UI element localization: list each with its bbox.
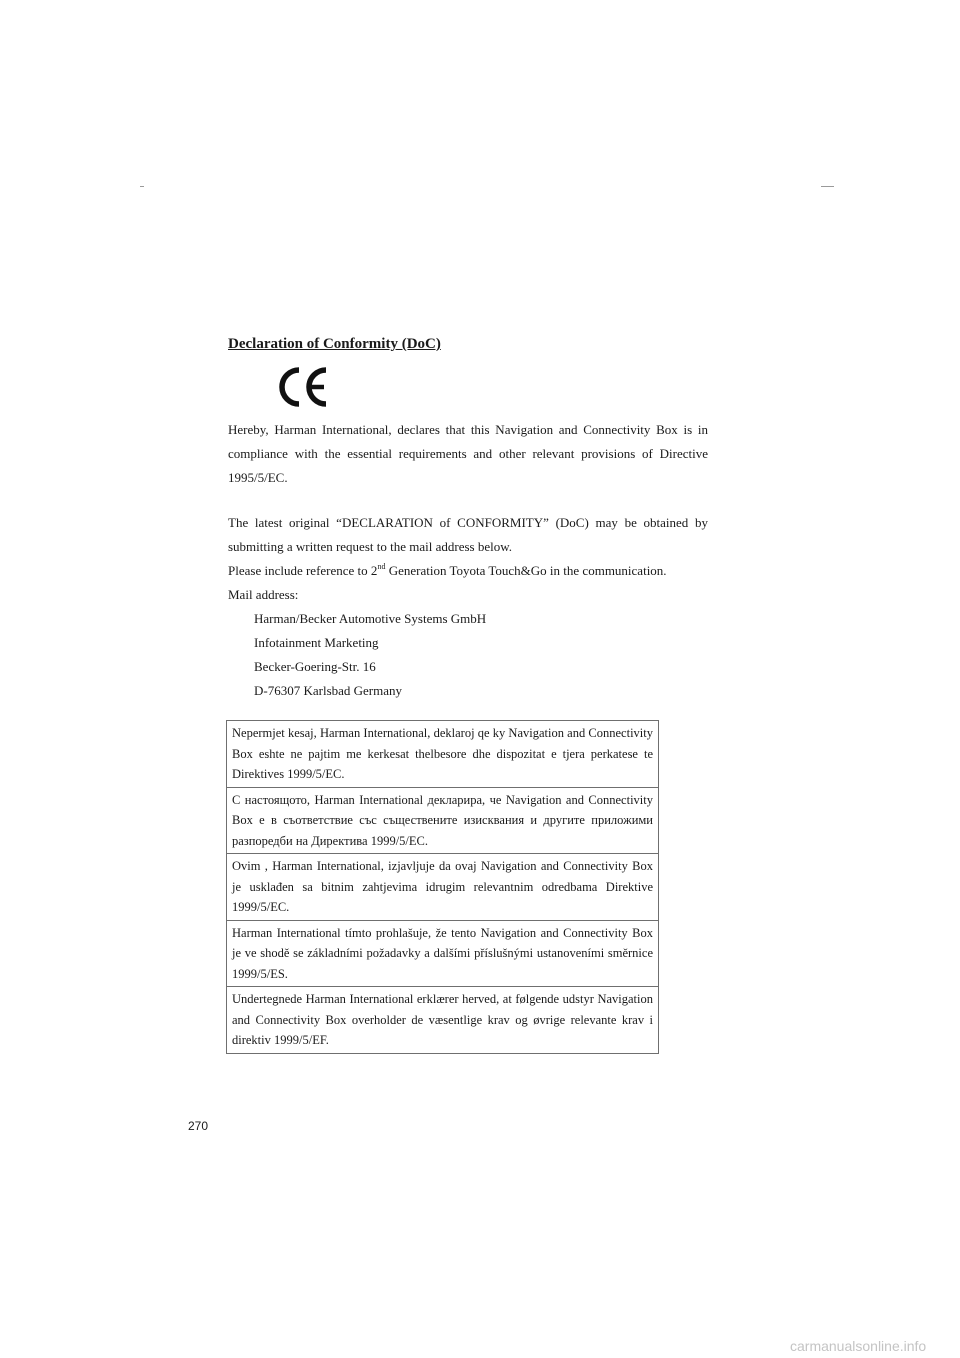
- declaration-paragraph: Hereby, Harman International, declares that this Navigation and Connectivity Box is in compliance with the essential requirements and other relevant provisions of Directive 1995/5/EC.: [228, 422, 708, 485]
- translation-czech: Harman International tímto prohlašuje, že tento Navigation and Connectivity Box je ve shodě se základními požadavky a dalšími příslušnými ustanoveními směrnice 1999/5/ES.: [227, 920, 659, 987]
- table-row: [227, 721, 659, 788]
- translation-croatian: Ovim , Harman International, izjavljuje da ovaj Navigation and Connectivity Box je usklađen sa bitnim zahtjevima idrugim relevantnim odredbama Direktive 1999/5/EC.: [227, 854, 659, 921]
- translation-danish: Undertegnede Harman International erklærer herved, at følgende udstyr Navigation and Connectivity Box overholder de væsentlige krav og øvrige relevante krav i direktiv 1999/5/EF.: [227, 987, 659, 1054]
- address-line: D-76307 Karlsbad Germany: [254, 683, 403, 698]
- translation-bulgarian: С настоящото, Harman International декларира, че Navigation and Connectivity Box е в съответствие със съществените изисквания и другите приложими разпоредби на Директива 1999/5/EC.: [227, 787, 659, 854]
- page-title: Declaration of Conformity (DoC): [228, 336, 441, 352]
- crop-mark-right: [821, 186, 834, 187]
- reference-superscript: nd: [377, 562, 386, 571]
- reference-line: [228, 559, 667, 583]
- table-row: [227, 920, 659, 987]
- page-number: 270: [188, 1119, 209, 1133]
- address-line: Infotainment Marketing: [254, 635, 379, 650]
- crop-mark-left: [140, 186, 144, 187]
- translation-albanian: Nepermjet kesaj, Harman International, deklaroj qe ky Navigation and Connectivity Box eshte ne pajtim me kerkesat thelbesore dhe dispozitat e tjera perkatese te Direktives 1999/5/EC.: [227, 721, 659, 788]
- address-line: Becker-Goering-Str. 16: [254, 659, 376, 674]
- address-line: Harman/Becker Automotive Systems GmbH: [254, 611, 487, 626]
- reference-suffix: Generation Toyota Touch&Go in the communication.: [385, 563, 667, 578]
- mail-address-label: Mail address:: [228, 587, 299, 602]
- reference-prefix: Please include reference to 2: [228, 563, 378, 578]
- doc-request-paragraph: The latest original “DECLARATION of CONFORMITY” (DoC) may be obtained by submitting a written request to the mail address below.: [228, 515, 708, 554]
- table-row: [227, 987, 659, 1054]
- table-row: [227, 787, 659, 854]
- ce-mark-icon: [274, 365, 334, 409]
- translations-table: [226, 720, 659, 1054]
- watermark: carmanualsonline.info: [790, 1338, 927, 1354]
- table-row: [227, 854, 659, 921]
